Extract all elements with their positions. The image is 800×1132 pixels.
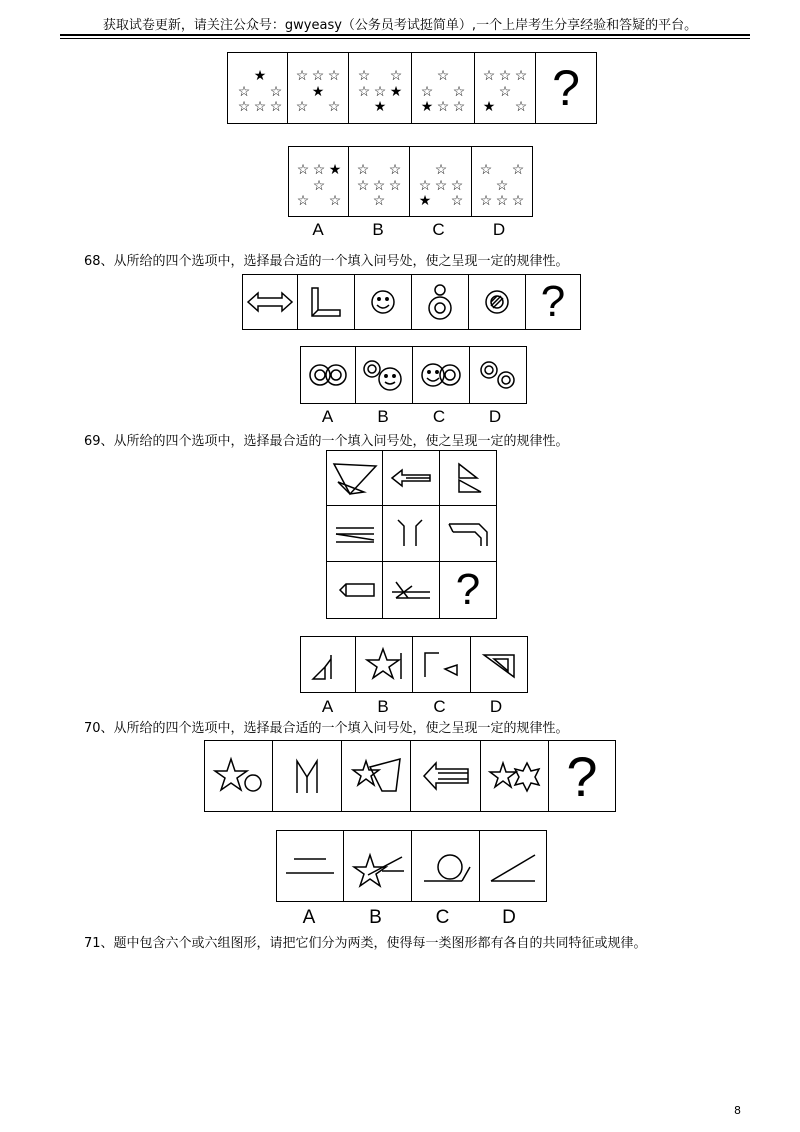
q68-sequence xyxy=(242,274,581,330)
svg-text:☆: ☆ xyxy=(482,68,496,84)
star-cell xyxy=(349,53,412,123)
svg-text:☆: ☆ xyxy=(420,84,434,100)
option-b-figure xyxy=(356,347,413,403)
svg-text:☆: ☆ xyxy=(388,161,402,178)
q67-option-labels xyxy=(288,220,529,240)
svg-text:☆: ☆ xyxy=(511,192,525,209)
page-header: 获取试卷更新，请关注公众号：gwyeasy（公务员考试挺简单）,一个上岸考生分享经验和答疑的平台。 xyxy=(102,18,698,33)
two-stars-figure xyxy=(481,741,549,811)
star-cell xyxy=(288,53,349,123)
svg-text:☆: ☆ xyxy=(452,84,466,100)
svg-text:☆: ☆ xyxy=(436,99,450,115)
svg-text:☆: ☆ xyxy=(295,68,309,84)
svg-text:★: ★ xyxy=(420,99,434,115)
question-69: 69、从所给的四个选项中，选择最合适的一个填入问号处，使之呈现一定的规律性。 xyxy=(84,434,569,449)
svg-text:★: ★ xyxy=(482,99,496,115)
svg-text:☆: ☆ xyxy=(450,192,463,209)
question-71: 71、题中包含六个或六组图形，请把它们分为两类，使得每一类图形都有各自的共同特征或规律。 xyxy=(84,936,647,951)
svg-text:☆: ☆ xyxy=(450,177,463,194)
option-b-figure xyxy=(349,147,410,216)
option-d-figure xyxy=(471,637,527,692)
q68-option-labels xyxy=(300,407,523,427)
star-triangle-figure xyxy=(342,741,411,811)
svg-text:★: ★ xyxy=(328,161,341,178)
grid-figure xyxy=(327,451,383,506)
svg-text:☆: ☆ xyxy=(312,177,325,194)
option-label-a[interactable]: A xyxy=(321,407,334,426)
ring-circle-figure xyxy=(412,275,469,329)
svg-text:☆: ☆ xyxy=(269,99,282,115)
option-label-b[interactable]: B xyxy=(369,907,382,928)
grid-figure xyxy=(327,562,383,618)
option-c-figure xyxy=(412,831,480,901)
question-68: 68、从所给的四个选项中，选择最合适的一个填入问号处，使之呈现一定的规律性。 xyxy=(84,254,569,269)
smiley-figure xyxy=(355,275,412,329)
option-label-d[interactable]: D xyxy=(492,220,506,239)
svg-text:☆: ☆ xyxy=(434,177,447,194)
option-d-figure xyxy=(470,347,526,403)
svg-text:☆: ☆ xyxy=(356,177,370,194)
option-label-a[interactable]: A xyxy=(302,907,316,928)
arrow-stack-figure xyxy=(411,741,481,811)
star-cell xyxy=(228,53,288,123)
option-label-d[interactable]: D xyxy=(489,697,503,716)
q70-sequence xyxy=(204,740,616,812)
svg-text:☆: ☆ xyxy=(327,99,341,115)
option-a-figure xyxy=(301,347,356,403)
option-label-b[interactable]: B xyxy=(377,697,389,716)
grid-figure xyxy=(383,451,440,506)
svg-text:☆: ☆ xyxy=(296,192,309,209)
svg-text:☆: ☆ xyxy=(237,99,250,115)
svg-text:☆: ☆ xyxy=(436,68,450,84)
option-a-figure xyxy=(289,147,349,216)
svg-text:★: ★ xyxy=(418,192,431,209)
svg-text:☆: ☆ xyxy=(514,68,528,84)
option-d-figure xyxy=(480,831,546,901)
svg-text:☆: ☆ xyxy=(389,68,403,84)
svg-text:☆: ☆ xyxy=(479,161,493,178)
svg-text:☆: ☆ xyxy=(253,99,266,115)
svg-text:☆: ☆ xyxy=(328,192,341,209)
q69-option-labels xyxy=(300,697,524,717)
svg-text:☆: ☆ xyxy=(514,99,528,115)
option-label-a[interactable]: A xyxy=(321,697,334,716)
q70-option-labels xyxy=(276,907,542,929)
q67-sequence xyxy=(227,52,597,124)
svg-text:☆: ☆ xyxy=(511,161,525,178)
svg-text:☆: ☆ xyxy=(372,192,386,209)
option-c-figure xyxy=(413,637,471,692)
option-label-c[interactable]: C xyxy=(432,407,446,426)
star-circle-figure xyxy=(205,741,273,811)
header-rule-thin xyxy=(60,38,750,39)
grid-figure xyxy=(383,506,440,562)
grid-figure xyxy=(383,562,440,618)
svg-text:☆: ☆ xyxy=(498,84,512,100)
grid-figure xyxy=(440,451,496,506)
option-a-figure xyxy=(301,637,356,692)
l-shape-figure xyxy=(298,275,355,329)
double-arrow-figure xyxy=(243,275,298,329)
q68-options xyxy=(300,346,527,404)
svg-text:☆: ☆ xyxy=(327,68,341,84)
grid-figure xyxy=(327,506,383,562)
svg-text:★: ★ xyxy=(311,84,325,100)
hatched-circle-figure xyxy=(469,275,526,329)
svg-text:★: ★ xyxy=(253,68,266,84)
q70-options xyxy=(276,830,547,902)
svg-text:☆: ☆ xyxy=(296,161,309,178)
q69-grid xyxy=(326,450,497,619)
svg-text:☆: ☆ xyxy=(495,177,509,194)
svg-text:★: ★ xyxy=(373,99,387,115)
option-label-d[interactable]: D xyxy=(502,907,516,928)
svg-text:☆: ☆ xyxy=(357,84,371,100)
svg-text:☆: ☆ xyxy=(479,192,493,209)
option-label-b[interactable]: B xyxy=(372,220,384,239)
option-b-figure xyxy=(344,831,412,901)
option-d-figure xyxy=(472,147,532,216)
option-label-a[interactable]: A xyxy=(312,220,324,239)
svg-text:☆: ☆ xyxy=(237,84,250,100)
svg-text:☆: ☆ xyxy=(356,161,370,178)
q69-options xyxy=(300,636,528,693)
svg-text:☆: ☆ xyxy=(373,84,387,100)
option-label-c[interactable]: C xyxy=(433,697,446,716)
option-b-figure xyxy=(356,637,413,692)
svg-text:☆: ☆ xyxy=(452,99,466,115)
question-mark: ? xyxy=(455,565,481,614)
star-cell xyxy=(412,53,475,123)
q67-options xyxy=(288,146,533,217)
svg-text:☆: ☆ xyxy=(498,68,512,84)
svg-text:☆: ☆ xyxy=(388,177,402,194)
option-a-figure xyxy=(277,831,344,901)
m-shape-figure xyxy=(273,741,342,811)
question-mark: ? xyxy=(552,60,580,116)
svg-text:☆: ☆ xyxy=(495,192,509,209)
question-70: 70、从所给的四个选项中，选择最合适的一个填入问号处，使之呈现一定的规律性。 xyxy=(84,721,569,736)
option-c-figure xyxy=(410,147,472,216)
svg-text:☆: ☆ xyxy=(311,68,325,84)
star-cell xyxy=(475,53,536,123)
option-label-d[interactable]: D xyxy=(488,407,502,426)
option-label-c[interactable]: C xyxy=(435,907,450,928)
svg-text:☆: ☆ xyxy=(372,177,386,194)
page-number: 8 xyxy=(734,1104,741,1117)
question-mark: ? xyxy=(566,744,598,808)
option-label-b[interactable]: B xyxy=(377,407,389,426)
question-mark: ? xyxy=(540,277,566,326)
svg-text:☆: ☆ xyxy=(418,177,431,194)
option-label-c[interactable]: C xyxy=(432,220,445,239)
option-c-figure xyxy=(413,347,470,403)
svg-text:☆: ☆ xyxy=(295,99,309,115)
svg-text:☆: ☆ xyxy=(269,84,282,100)
svg-text:☆: ☆ xyxy=(434,161,447,178)
header-rule xyxy=(60,34,750,36)
svg-text:☆: ☆ xyxy=(312,161,325,178)
grid-figure xyxy=(440,506,496,562)
svg-text:☆: ☆ xyxy=(357,68,371,84)
svg-text:★: ★ xyxy=(389,84,403,100)
